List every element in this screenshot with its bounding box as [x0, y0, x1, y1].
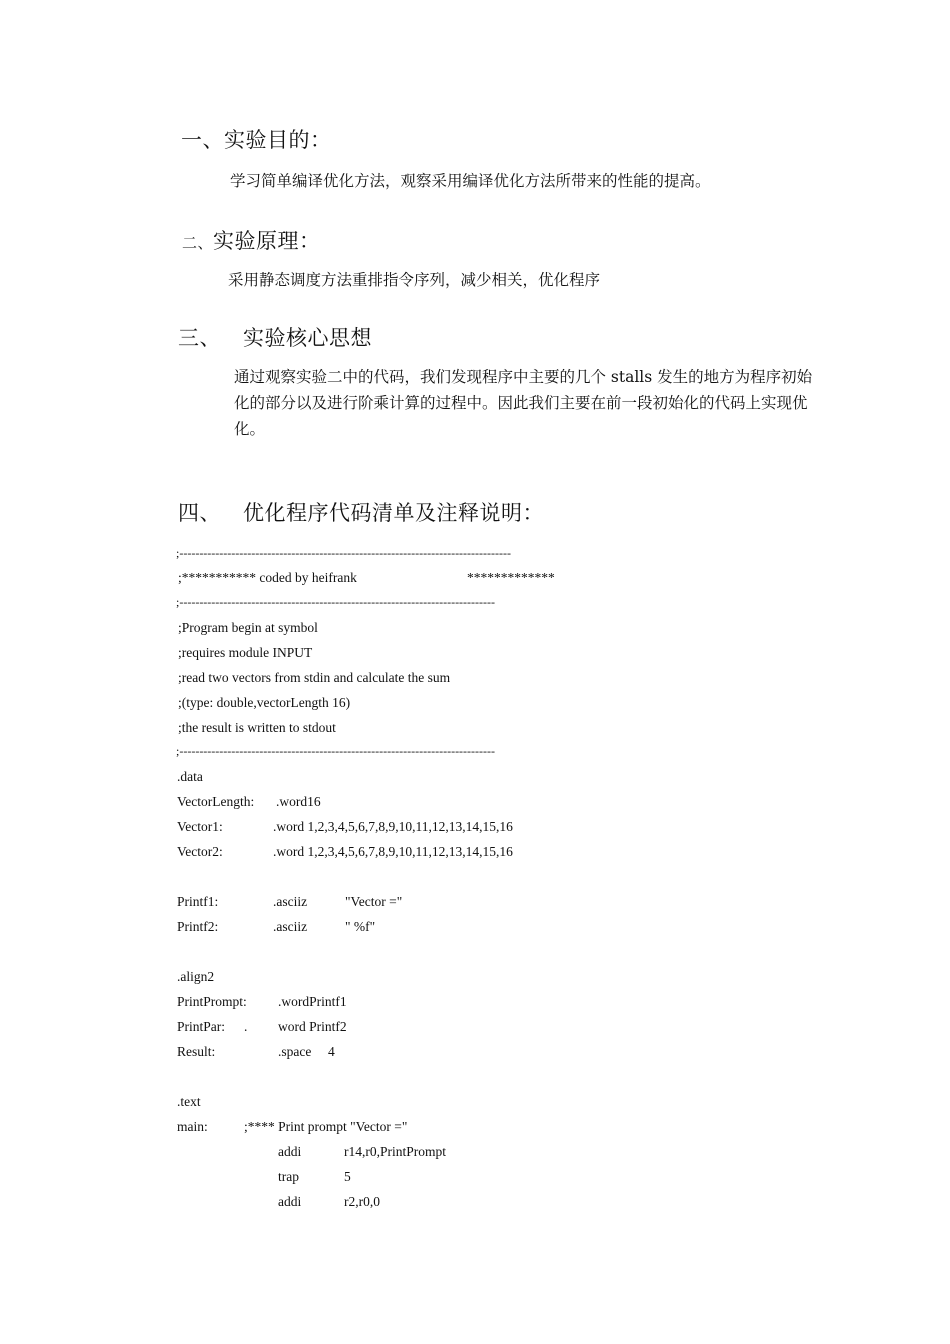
section-2-body: 采用静态调度方法重排指令序列，减少相关，优化程序 — [228, 271, 601, 289]
section-4-heading — [178, 497, 544, 527]
code-printf2-value: " %f" — [345, 919, 376, 934]
code-instr-1-args: r14,r0,PrintPrompt — [344, 1144, 447, 1159]
code-vector1-label: Vector1: — [177, 819, 223, 834]
code-vectorlength-value: .word16 — [276, 794, 321, 809]
code-separator-2: ;------------------------------------------------------------------------------- — [176, 595, 496, 609]
section-2-heading — [182, 225, 321, 255]
code-printpar-label: PrintPar: — [177, 1019, 226, 1034]
section-1-number: 一、 — [181, 128, 224, 152]
code-text-directive: .text — [177, 1094, 201, 1109]
code-printprompt-label: PrintPrompt: — [177, 994, 247, 1009]
code-separator-1: ;----------------------------------------------------------------------------------- — [176, 546, 512, 560]
code-comment-2: ;requires module INPUT — [178, 645, 313, 660]
code-instr-3-op: addi — [278, 1194, 302, 1209]
code-printf1-label: Printf1: — [177, 894, 219, 909]
section-1-heading — [181, 124, 332, 154]
code-instr-2-op: trap — [278, 1169, 299, 1184]
code-printprompt-value: .wordPrintf1 — [278, 994, 347, 1009]
code-instr-2-args: 5 — [344, 1169, 351, 1184]
section-2-title: 实验原理： — [213, 229, 321, 253]
section-3-number: 三、 — [178, 326, 221, 350]
code-printf1-value: "Vector =" — [345, 894, 403, 909]
code-comment-1: ;Program begin at symbol — [178, 620, 318, 635]
section-4-title: 优化程序代码清单及注释说明： — [243, 501, 544, 525]
code-instr-3-args: r2,r0,0 — [344, 1194, 380, 1209]
code-result-label: Result: — [177, 1044, 216, 1059]
code-result-value: 4 — [328, 1044, 335, 1059]
code-vectorlength-label: VectorLength: — [177, 794, 255, 809]
code-header-right: ************* — [467, 570, 555, 585]
section-3-heading — [178, 322, 372, 352]
code-printf2-directive: .asciiz — [273, 919, 308, 934]
code-separator-3: ;------------------------------------------------------------------------------- — [176, 744, 496, 758]
code-align-directive: .align2 — [177, 969, 215, 984]
section-2-number: 二、 — [182, 234, 214, 252]
code-main-comment: ;**** Print prompt "Vector =" — [244, 1119, 408, 1134]
code-vector2-label: Vector2: — [177, 844, 223, 859]
code-printf2-label: Printf2: — [177, 919, 219, 934]
code-instr-1-op: addi — [278, 1144, 302, 1159]
code-comment-3: ;read two vectors from stdin and calculate the sum — [178, 670, 451, 685]
code-header-left: ;*********** coded by heifrank — [178, 570, 357, 585]
code-printpar-dot: . — [244, 1019, 248, 1034]
code-comment-5: ;the result is written to stdout — [178, 720, 336, 735]
code-data-directive: .data — [177, 769, 203, 784]
section-4-number: 四、 — [178, 501, 221, 525]
section-1-body: 学习简单编译优化方法，观察采用编译优化方法所带来的性能的提高。 — [230, 172, 711, 190]
code-vector2-value: .word 1,2,3,4,5,6,7,8,9,10,11,12,13,14,15,16 — [273, 844, 513, 859]
section-3-body: 通过观察实验二中的代码，我们发现程序中主要的几个 stalls 发生的地方为程序初始化的部分以及进行阶乘计算的过程中。因此我们主要在前一段初始化的代码上实现优化。 — [234, 368, 813, 438]
code-printpar-value: word Printf2 — [278, 1019, 347, 1034]
section-3-title: 实验核心思想 — [243, 326, 372, 350]
code-vector1-value: .word 1,2,3,4,5,6,7,8,9,10,11,12,13,14,15,16 — [273, 819, 513, 834]
section-1-title: 实验目的： — [224, 128, 332, 152]
code-comment-4: ;(type: double,vectorLength 16) — [178, 695, 351, 710]
code-printf1-directive: .asciiz — [273, 894, 308, 909]
code-result-directive: .space — [278, 1044, 312, 1059]
code-main-label: main: — [177, 1119, 208, 1134]
